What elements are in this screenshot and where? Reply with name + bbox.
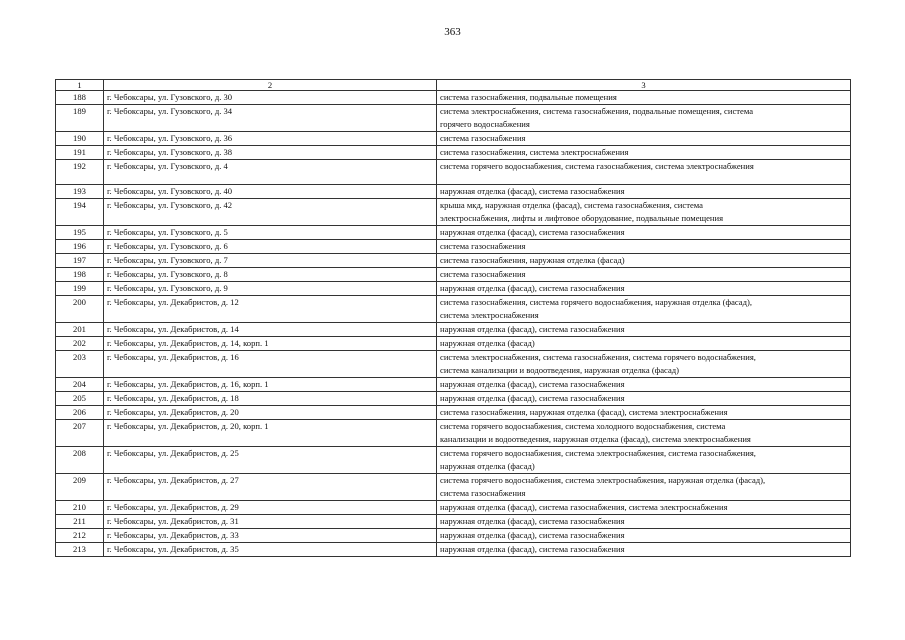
table-row xyxy=(56,323,851,337)
row-address: г. Чебоксары, ул. Декабристов, д. 14, корп. 1 xyxy=(104,337,437,351)
row-number: 196 xyxy=(56,240,104,254)
row-address: г. Чебоксары, ул. Гузовского, д. 42 xyxy=(104,199,437,226)
description-line: наружная отделка (фасад), система газоснабжения xyxy=(440,283,625,293)
row-number: 212 xyxy=(56,529,104,543)
description-line: система газоснабжения xyxy=(440,488,526,498)
row-address: г. Чебоксары, ул. Декабристов, д. 25 xyxy=(104,447,437,474)
row-address: г. Чебоксары, ул. Гузовского, д. 40 xyxy=(104,185,437,199)
row-description xyxy=(437,296,851,323)
row-address: г. Чебоксары, ул. Декабристов, д. 33 xyxy=(104,529,437,543)
table-row xyxy=(56,160,851,185)
table-row xyxy=(56,254,851,268)
table-row xyxy=(56,474,851,501)
table-row xyxy=(56,226,851,240)
table-row xyxy=(56,529,851,543)
description-line: система газоснабжения, подвальные помещения xyxy=(440,92,617,102)
row-number: 202 xyxy=(56,337,104,351)
row-number: 193 xyxy=(56,185,104,199)
row-address: г. Чебоксары, ул. Гузовского, д. 34 xyxy=(104,105,437,132)
description-line: наружная отделка (фасад), система газоснабжения xyxy=(440,324,625,334)
table-row xyxy=(56,420,851,447)
row-number: 197 xyxy=(56,254,104,268)
row-number: 206 xyxy=(56,406,104,420)
description-line: крыша мкд, наружная отделка (фасад), система газоснабжения, система xyxy=(440,200,703,210)
description-line: горячего водоснабжения xyxy=(440,119,530,129)
buildings-table xyxy=(55,79,851,557)
row-address: г. Чебоксары, ул. Декабристов, д. 20, корп. 1 xyxy=(104,420,437,447)
description-line: система газоснабжения, наружная отделка (фасад) xyxy=(440,255,625,265)
row-description xyxy=(437,420,851,447)
row-number: 198 xyxy=(56,268,104,282)
description-line: электроснабжения, лифты и лифтовое оборудование, подвальные помещения xyxy=(440,213,724,223)
table-row xyxy=(56,240,851,254)
table-row xyxy=(56,268,851,282)
table-row xyxy=(56,146,851,160)
row-number: 199 xyxy=(56,282,104,296)
table-row xyxy=(56,185,851,199)
row-description xyxy=(437,447,851,474)
description-line: система газоснабжения xyxy=(440,269,526,279)
row-description xyxy=(437,268,851,282)
description-line: наружная отделка (фасад), система газоснабжения xyxy=(440,379,625,389)
row-number: 208 xyxy=(56,447,104,474)
description-line: наружная отделка (фасад), система газоснабжения xyxy=(440,393,625,403)
table-row xyxy=(56,351,851,378)
column-header-2: 2 xyxy=(104,80,437,91)
description-line: наружная отделка (фасад), система газоснабжения xyxy=(440,186,625,196)
row-description xyxy=(437,392,851,406)
description-line: система газоснабжения xyxy=(440,241,526,251)
row-address: г. Чебоксары, ул. Гузовского, д. 8 xyxy=(104,268,437,282)
row-address: г. Чебоксары, ул. Гузовского, д. 6 xyxy=(104,240,437,254)
description-line: система электроснабжения, система газоснабжения, подвальные помещения, система xyxy=(440,106,754,116)
row-description xyxy=(437,501,851,515)
row-address: г. Чебоксары, ул. Гузовского, д. 36 xyxy=(104,132,437,146)
row-number: 209 xyxy=(56,474,104,501)
row-description xyxy=(437,282,851,296)
row-number: 188 xyxy=(56,91,104,105)
row-address: г. Чебоксары, ул. Декабристов, д. 16, корп. 1 xyxy=(104,378,437,392)
table-row xyxy=(56,515,851,529)
row-address: г. Чебоксары, ул. Гузовского, д. 4 xyxy=(104,160,437,185)
description-line: система горячего водоснабжения, система электроснабжения, система газоснабжения, xyxy=(440,448,756,458)
table-row xyxy=(56,406,851,420)
row-description xyxy=(437,351,851,378)
row-description xyxy=(437,160,851,185)
row-description xyxy=(437,146,851,160)
row-description xyxy=(437,378,851,392)
row-description xyxy=(437,105,851,132)
description-line: система газоснабжения, наружная отделка (фасад), система электроснабжения xyxy=(440,407,728,417)
row-description xyxy=(437,323,851,337)
row-address: г. Чебоксары, ул. Гузовского, д. 7 xyxy=(104,254,437,268)
description-line: наружная отделка (фасад), система газоснабжения xyxy=(440,530,625,540)
description-line: наружная отделка (фасад), система газоснабжения, система электроснабжения xyxy=(440,502,728,512)
row-number: 203 xyxy=(56,351,104,378)
table-row xyxy=(56,105,851,132)
description-line: канализации и водоотведения, наружная отделка (фасад), система электроснабжения xyxy=(440,434,751,444)
table-row xyxy=(56,282,851,296)
column-header-3: 3 xyxy=(437,80,851,91)
description-line: наружная отделка (фасад), система газоснабжения xyxy=(440,516,625,526)
description-line: система газоснабжения xyxy=(440,133,526,143)
row-description xyxy=(437,240,851,254)
page-number: 363 xyxy=(444,26,461,38)
table-row xyxy=(56,447,851,474)
row-number: 211 xyxy=(56,515,104,529)
row-number: 190 xyxy=(56,132,104,146)
description-line: наружная отделка (фасад) xyxy=(440,461,535,471)
description-line: наружная отделка (фасад) xyxy=(440,338,535,348)
table-header-row xyxy=(56,80,851,91)
description-line: система электроснабжения xyxy=(440,310,539,320)
row-number: 189 xyxy=(56,105,104,132)
row-description xyxy=(437,254,851,268)
row-number: 205 xyxy=(56,392,104,406)
description-line xyxy=(440,173,847,184)
row-description xyxy=(437,406,851,420)
description-line: наружная отделка (фасад), система газоснабжения xyxy=(440,227,625,237)
row-number: 201 xyxy=(56,323,104,337)
description-line: система газоснабжения, система горячего водоснабжения, наружная отделка (фасад), xyxy=(440,297,753,307)
row-address: г. Чебоксары, ул. Декабристов, д. 35 xyxy=(104,543,437,557)
table-body xyxy=(56,80,851,557)
table-row xyxy=(56,378,851,392)
row-description xyxy=(437,337,851,351)
row-description xyxy=(437,529,851,543)
description-line: система газоснабжения, система электроснабжения xyxy=(440,147,629,157)
description-line: система горячего водоснабжения, система электроснабжения, наружная отделка (фасад), xyxy=(440,475,766,485)
row-description xyxy=(437,199,851,226)
table-row xyxy=(56,543,851,557)
description-line: система канализации и водоотведения, наружная отделка (фасад) xyxy=(440,365,680,375)
row-description xyxy=(437,185,851,199)
row-address: г. Чебоксары, ул. Декабристов, д. 14 xyxy=(104,323,437,337)
table-row xyxy=(56,296,851,323)
row-number: 192 xyxy=(56,160,104,185)
row-number: 207 xyxy=(56,420,104,447)
row-description xyxy=(437,132,851,146)
row-number: 204 xyxy=(56,378,104,392)
row-address: г. Чебоксары, ул. Декабристов, д. 12 xyxy=(104,296,437,323)
description-line: наружная отделка (фасад), система газоснабжения xyxy=(440,544,625,554)
row-address: г. Чебоксары, ул. Декабристов, д. 20 xyxy=(104,406,437,420)
row-number: 210 xyxy=(56,501,104,515)
row-description xyxy=(437,91,851,105)
table-row xyxy=(56,337,851,351)
row-number: 195 xyxy=(56,226,104,240)
description-line: система горячего водоснабжения, система газоснабжения, система электроснабжения xyxy=(440,161,754,171)
row-number: 200 xyxy=(56,296,104,323)
table-row xyxy=(56,501,851,515)
row-address: г. Чебоксары, ул. Гузовского, д. 9 xyxy=(104,282,437,296)
row-address: г. Чебоксары, ул. Декабристов, д. 29 xyxy=(104,501,437,515)
row-address: г. Чебоксары, ул. Декабристов, д. 27 xyxy=(104,474,437,501)
column-header-1: 1 xyxy=(56,80,104,91)
row-number: 191 xyxy=(56,146,104,160)
row-address: г. Чебоксары, ул. Декабристов, д. 18 xyxy=(104,392,437,406)
row-address: г. Чебоксары, ул. Гузовского, д. 30 xyxy=(104,91,437,105)
table-row xyxy=(56,132,851,146)
row-address: г. Чебоксары, ул. Гузовского, д. 5 xyxy=(104,226,437,240)
table-row xyxy=(56,91,851,105)
row-description xyxy=(437,543,851,557)
row-number: 194 xyxy=(56,199,104,226)
row-address: г. Чебоксары, ул. Декабристов, д. 16 xyxy=(104,351,437,378)
table-row xyxy=(56,392,851,406)
row-address: г. Чебоксары, ул. Декабристов, д. 31 xyxy=(104,515,437,529)
row-description xyxy=(437,474,851,501)
row-description xyxy=(437,515,851,529)
row-description xyxy=(437,226,851,240)
description-line: система электроснабжения, система газоснабжения, система горячего водоснабжения, xyxy=(440,352,756,362)
description-line: система горячего водоснабжения, система холодного водоснабжения, система xyxy=(440,421,726,431)
row-address: г. Чебоксары, ул. Гузовского, д. 38 xyxy=(104,146,437,160)
table-row xyxy=(56,199,851,226)
row-number: 213 xyxy=(56,543,104,557)
